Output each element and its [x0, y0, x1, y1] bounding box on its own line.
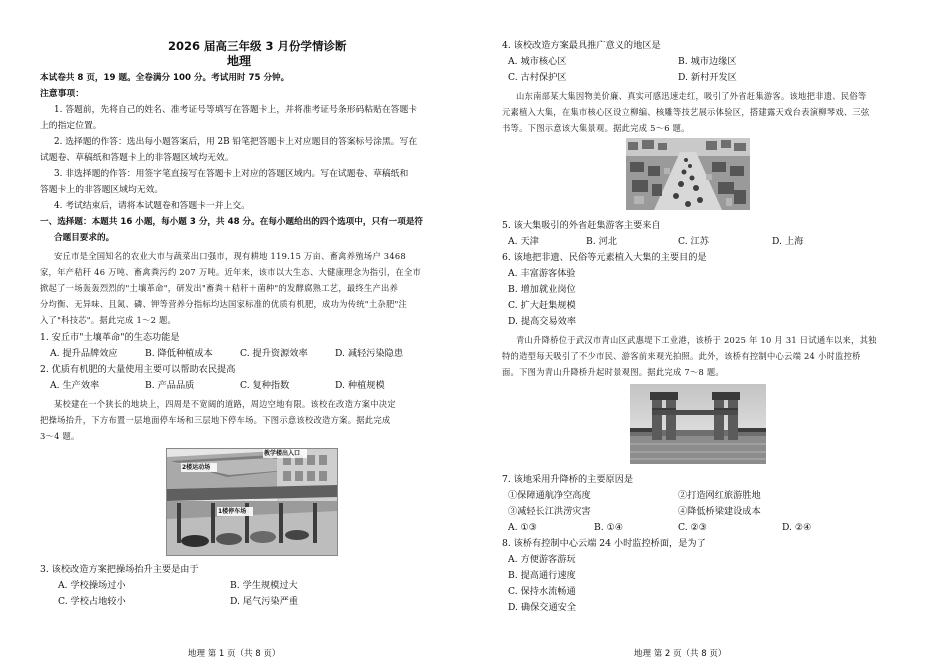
- option-c[interactable]: C. 提升资源效率: [240, 348, 308, 359]
- option-d[interactable]: D. 新村开发区: [678, 72, 737, 83]
- passage-line: 3～4 题。: [40, 431, 80, 441]
- market-aerial-image: [626, 138, 750, 210]
- option-b[interactable]: B. 增加就业岗位: [508, 284, 576, 295]
- option-a[interactable]: A. 天津: [508, 236, 539, 247]
- notice-item: 1. 答题前，先将自己的姓名、准考证号等填写在答题卡上，并将准考证号条形码粘贴在答题卡: [54, 105, 418, 115]
- option-d[interactable]: D. 种植规模: [335, 380, 385, 391]
- page-footer: 地理 第 2 页（共 8 页）: [634, 649, 727, 659]
- option-a[interactable]: A. 生产效率: [50, 380, 100, 391]
- question-stem: 1. 安丘市"土壤革命"的生态功能是: [40, 332, 180, 343]
- passage-line: 面。下图为青山升降桥升起时景观图。据此完成 7～8 题。: [502, 367, 724, 377]
- option-c[interactable]: C. 复种指数: [240, 380, 290, 391]
- label-parking: 1楼停车场: [218, 508, 247, 515]
- lift-bridge-image: [630, 384, 766, 464]
- question-stem: 3. 该校改造方案把操场抬升主要是由于: [40, 564, 199, 575]
- option-a[interactable]: A. 提升品牌效应: [50, 348, 118, 359]
- exam-info: 本试卷共 8 页，19 题。全卷满分 100 分。考试用时 75 分钟。: [40, 73, 290, 83]
- notice-item: 3. 非选择题的作答：用签字笔直接写在答题卡上对应的答题区域内。写在试题卷、草稿纸和: [54, 169, 409, 179]
- question-stem: 2. 优质有机肥的大量使用主要可以帮助农民提高: [40, 364, 236, 375]
- option-d[interactable]: D. 减轻污染隐患: [335, 348, 404, 359]
- option-d[interactable]: D. 尾气污染严重: [230, 596, 299, 607]
- option-b[interactable]: B. 城市边缘区: [678, 56, 737, 67]
- option-b[interactable]: B. 产品品质: [145, 380, 195, 391]
- passage-line: 山东南部某大集因物美价廉、真实可感迅速走红，吸引了外省赶集游客。该地把非遗、民俗等: [516, 91, 867, 101]
- page-footer: 地理 第 1 页（共 8 页）: [188, 649, 281, 659]
- passage-line: 元素植入大集，在集市核心区设立柳编、核雕等技艺展示体验区，搭建露天戏台表演柳琴戏、三弦: [502, 107, 870, 117]
- option-b[interactable]: B. 提高通行速度: [508, 570, 576, 581]
- school-figure: [166, 448, 338, 556]
- passage-line: 书等。下图示意该大集景观。据此完成 5～6 题。: [502, 123, 690, 133]
- option-a[interactable]: A. 城市核心区: [508, 56, 567, 67]
- label-entrance: 教学楼出入口: [264, 450, 301, 457]
- notice-item: 试题卷、草稿纸和答题卡上的非答题区域均无效。: [40, 153, 234, 163]
- option-d[interactable]: D. 上海: [772, 236, 804, 247]
- option-a[interactable]: A. 丰富游客体验: [508, 268, 576, 279]
- passage-line: 特的造型每天吸引了不少市民、游客前来观光拍照。此外，该桥有控制中心云端 24 小时监控桥: [502, 351, 861, 361]
- notice-item: 答题卡上的非答题区域均无效。: [40, 185, 164, 195]
- question-stem: 8. 该桥有控制中心云端 24 小时监控桥面，是为了: [502, 538, 706, 549]
- option-d[interactable]: D. 提高交易效率: [508, 316, 577, 327]
- bridge-photo: [630, 384, 766, 464]
- question-stem: 7. 该地采用升降桥的主要原因是: [502, 474, 634, 485]
- option-c[interactable]: C. 古村保护区: [508, 72, 567, 83]
- notice-heading: 注意事项：: [40, 89, 84, 99]
- option-b[interactable]: B. ①④: [594, 522, 624, 533]
- passage-line: 某校建在一个狭长的地块上，四周是不宽阔的道路，周边空地有限。该校在改造方案中决定: [54, 399, 396, 409]
- notice-item: 2. 选择题的作答：选出每小题答案后，用 2B 铅笔把答题卡上对应题目的答案标号涂黑。写在: [54, 137, 418, 147]
- passage-line: 掀起了一场轰轰烈烈的"土壤革命"，研发出"畜粪＋秸秆＋菌种"的发酵腐熟工艺，最终生产出养: [40, 283, 399, 293]
- market-photo: [626, 138, 750, 210]
- notice-item: 上的指定位置。: [40, 121, 102, 131]
- option-a[interactable]: A. 方便游客游玩: [508, 554, 576, 565]
- option-b[interactable]: B. 学生规模过大: [230, 580, 298, 591]
- question-stem: 6. 该地把非遗、民俗等元素植入大集的主要目的是: [502, 252, 707, 263]
- statement-item: ②打造网红旅游胜地: [678, 490, 761, 501]
- passage-line: 家，年产秸秆 46 万吨、畜禽粪污约 207 万吨。近年来，该市以大生态、大健康理念为指引，在全市: [40, 267, 422, 277]
- option-b[interactable]: B. 降低种植成本: [145, 348, 213, 359]
- statement-item: ③减轻长江洪涝灾害: [508, 506, 591, 517]
- label-sports-field: 2楼运动场: [182, 464, 211, 471]
- subject-title: 地理: [227, 54, 252, 68]
- passage-line: 安丘市是全国知名的农业大市与蔬菜出口强市，现有耕地 119.15 万亩、畜禽养殖场户 3468: [54, 251, 406, 261]
- question-stem: 5. 该大集吸引的外省赶集游客主要来自: [502, 220, 661, 231]
- statement-item: ①保障通航净空高度: [508, 490, 591, 501]
- option-d[interactable]: D. 确保交通安全: [508, 602, 577, 613]
- option-c[interactable]: C. 扩大赶集规模: [508, 300, 576, 311]
- passage-line: 把操场抬升，下方布置一层地面停车场和三层地下停车场。下图示意该校改造方案。据此完成: [40, 415, 391, 425]
- passage-line: 入了"科技芯"。据此完成 1～2 题。: [40, 315, 177, 325]
- option-a[interactable]: A. ①③: [508, 522, 537, 533]
- section-heading-cont: 合题目要求的。: [54, 233, 115, 243]
- option-c[interactable]: C. 学校占地较小: [58, 596, 126, 607]
- option-c[interactable]: C. 保持水流畅通: [508, 586, 576, 597]
- option-d[interactable]: D. ②④: [782, 522, 812, 533]
- notice-item: 4. 考试结束后，请将本试题卷和答题卡一并上交。: [54, 201, 250, 211]
- option-a[interactable]: A. 学校操场过小: [58, 580, 126, 591]
- option-c[interactable]: C. ②③: [678, 522, 708, 533]
- section-heading: 一、选择题：本题共 16 小题，每小题 3 分，共 48 分。在每小题给出的四个选项中，只有一项是符: [40, 217, 424, 227]
- option-b[interactable]: B. 河北: [586, 236, 617, 247]
- question-stem: 4. 该校改造方案最具推广意义的地区是: [502, 40, 661, 51]
- passage-line: 青山升降桥位于武汉市青山区武惠堤下工业港，该桥于 2025 年 10 月 31 日试通车以来，其独: [516, 335, 877, 345]
- statement-item: ④降低桥梁建设成本: [678, 506, 761, 517]
- exam-title: 2026 届高三年级 3 月份学情诊断: [168, 39, 347, 53]
- option-c[interactable]: C. 江苏: [678, 236, 709, 247]
- passage-line: 分均衡、无异味、且氮、磷、钾等营养分指标均达国家标准的优质有机肥，成功为传统"土杂肥"注: [40, 299, 408, 309]
